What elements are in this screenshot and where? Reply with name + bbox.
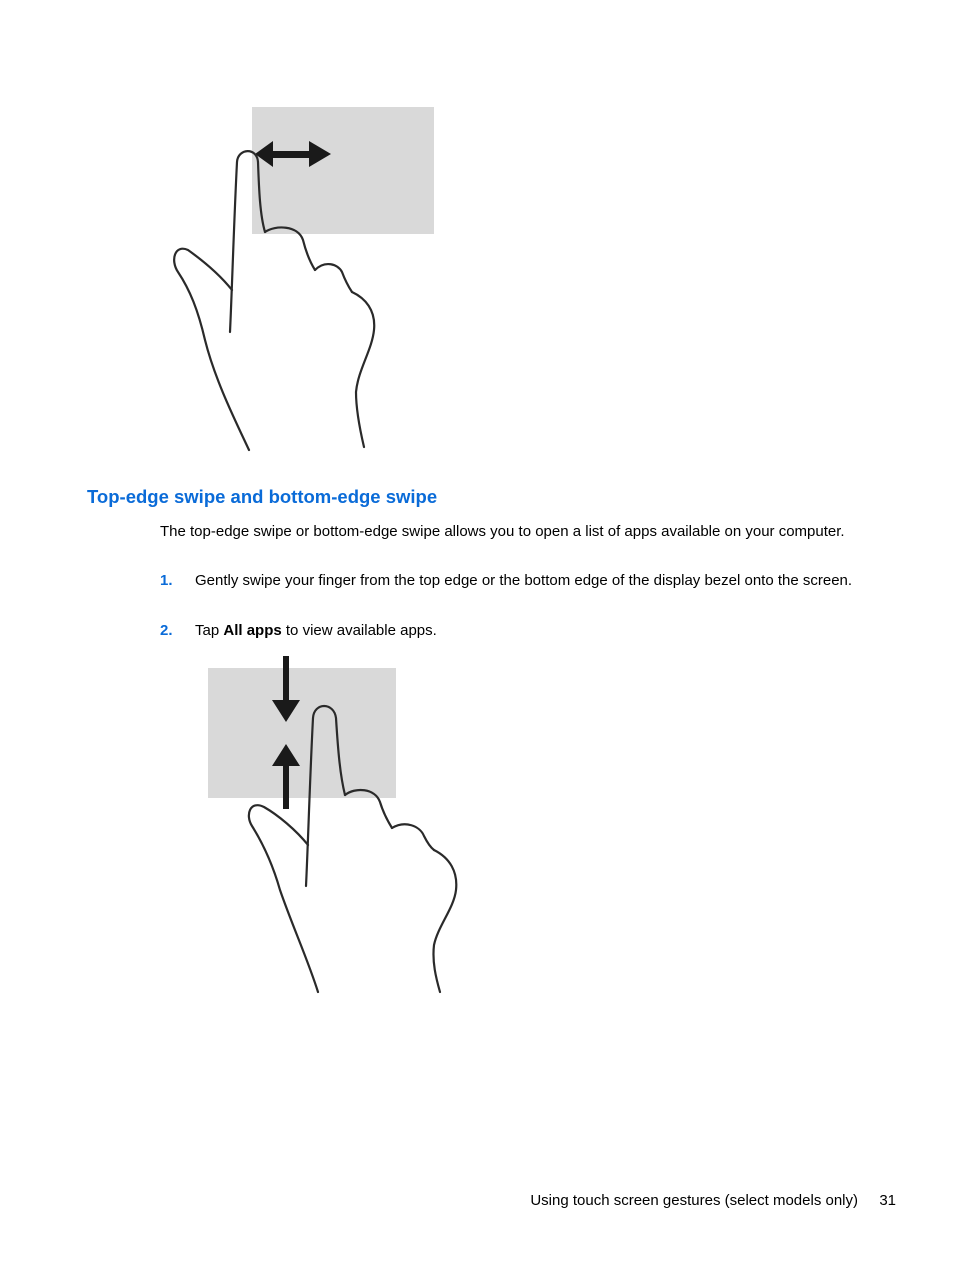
- step-number: 2.: [160, 622, 173, 639]
- step-text-after: to view available apps.: [281, 622, 437, 639]
- step-text: Gently swipe your finger from the top edge or the bottom edge of the display bezel onto the screen.: [195, 572, 853, 589]
- screen-area: [208, 668, 396, 798]
- section-heading: Top-edge swipe and bottom-edge swipe: [87, 486, 438, 507]
- step-number: 1.: [160, 572, 173, 589]
- top-bottom-swipe-illustration: [200, 650, 480, 1000]
- hand-swipe-vertical-icon: [200, 650, 480, 1000]
- edge-swipe-illustration: [160, 100, 460, 455]
- screen-area: [252, 107, 434, 234]
- intro-paragraph: The top-edge swipe or bottom-edge swipe allows you to open a list of apps available on your computer.: [160, 523, 845, 540]
- step-text-before: Tap: [195, 622, 224, 639]
- step-text: [195, 621, 855, 641]
- hand-swipe-horizontal-icon: [160, 100, 460, 455]
- step-text-bold: All apps: [223, 622, 282, 639]
- footer-chapter-title: Using touch screen gestures (select models only): [530, 1192, 858, 1209]
- page-number: 31: [879, 1192, 896, 1209]
